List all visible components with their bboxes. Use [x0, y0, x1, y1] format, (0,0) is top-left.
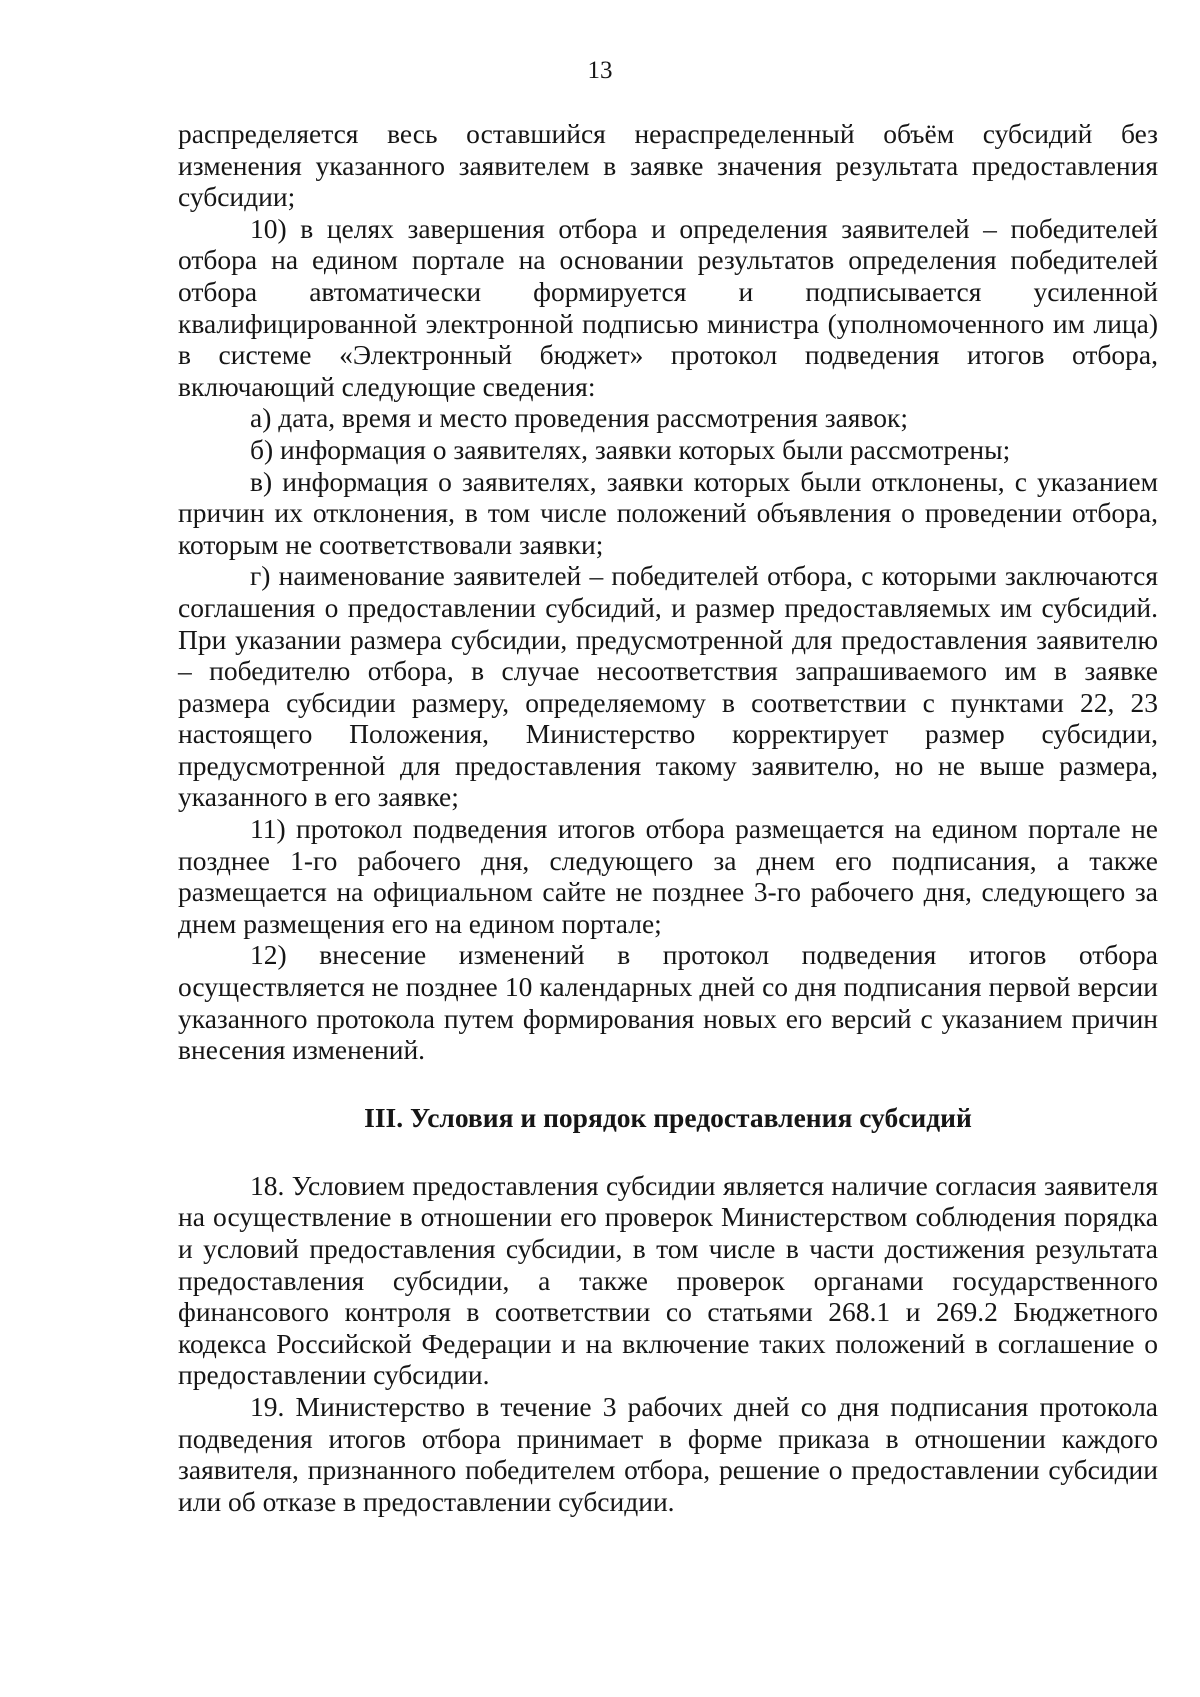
paragraph-subitem-v: в) информация о заявителях, заявки которых были отклонены, с указанием причин их отклонения, в том числе положений объявления о проведении отбора, которым не соответствовали заявки; [178, 465, 1158, 560]
page-number: 13 [587, 57, 613, 84]
paragraph-continuation: распределяется весь оставшийся нераспределенный объём субсидий без изменения указанного заявителем в заявке значения результата предоставления субсидии; [178, 118, 1158, 213]
paragraph-clause-19: 19. Министерство в течение 3 рабочих дней со дня подписания протокола подведения итогов отбора принимает в форме приказа в отношении каждого заявителя, признанного победителем отбора, решение о предоставлении субсидии или об отказе в предоставлении субсидии. [178, 1390, 1158, 1517]
paragraph-subitem-a: а) дата, время и место проведения рассмотрения заявок; [250, 402, 908, 434]
section-heading: III. Условия и порядок предоставления субсидий [364, 1101, 972, 1133]
paragraph-item-10: 10) в целях завершения отбора и определения заявителей – победителей отбора на едином портале на основании результатов определения победителей отбора автоматически формируется и подписывается усиленной квалифицированной электронной подписью министра (уполномоченного им лица) в системе «Электронный бюджет» протокол подведения итогов отбора, включающий следующие сведения: [178, 212, 1158, 402]
paragraph-clause-18: 18. Условием предоставления субсидии является наличие согласия заявителя на осуществление в отношении его проверок Министерством соблюдения порядка и условий предоставления субсидии, в том числе в части достижения результата предоставления субсидии, а также проверок органами государственного финансового контроля в соответствии со статьями 268.1 и 269.2 Бюджетного кодекса Российской Федерации и на включение таких положений в соглашение о предоставлении субсидии. [178, 1169, 1158, 1391]
document-body [178, 118, 1158, 1517]
paragraph-item-12: 12) внесение изменений в протокол подведения итогов отбора осуществляется не позднее 10 календарных дней со дня подписания первой версии указанного протокола путем формирования новых его версий с указанием причин внесения изменений. [178, 939, 1158, 1066]
paragraph-item-11: 11) протокол подведения итогов отбора размещается на едином портале не позднее 1-го рабочего дня, следующего за днем его подписания, а также размещается на официальном сайте не позднее 3-го рабочего дня, следующего за днем размещения его на едином портале; [178, 813, 1158, 939]
paragraph-subitem-b: б) информация о заявителях, заявки которых были рассмотрены; [250, 433, 1011, 465]
paragraph-subitem-g: г) наименование заявителей – победителей отбора, с которыми заключаются соглашения о предоставлении субсидий, и размер предоставляемых им субсидий. При указании размера субсидии, предусмотренной для предоставления заявителю – победителю отбора, в случае несоответствия запрашиваемого им в заявке размера субсидии размеру, определяемому в соответствии с пунктами 22, 23 настоящего Положения, Министерство корректирует размер субсидии, предусмотренной для предоставления такому заявителю, но не выше размера, указанного в его заявке; [178, 560, 1158, 813]
